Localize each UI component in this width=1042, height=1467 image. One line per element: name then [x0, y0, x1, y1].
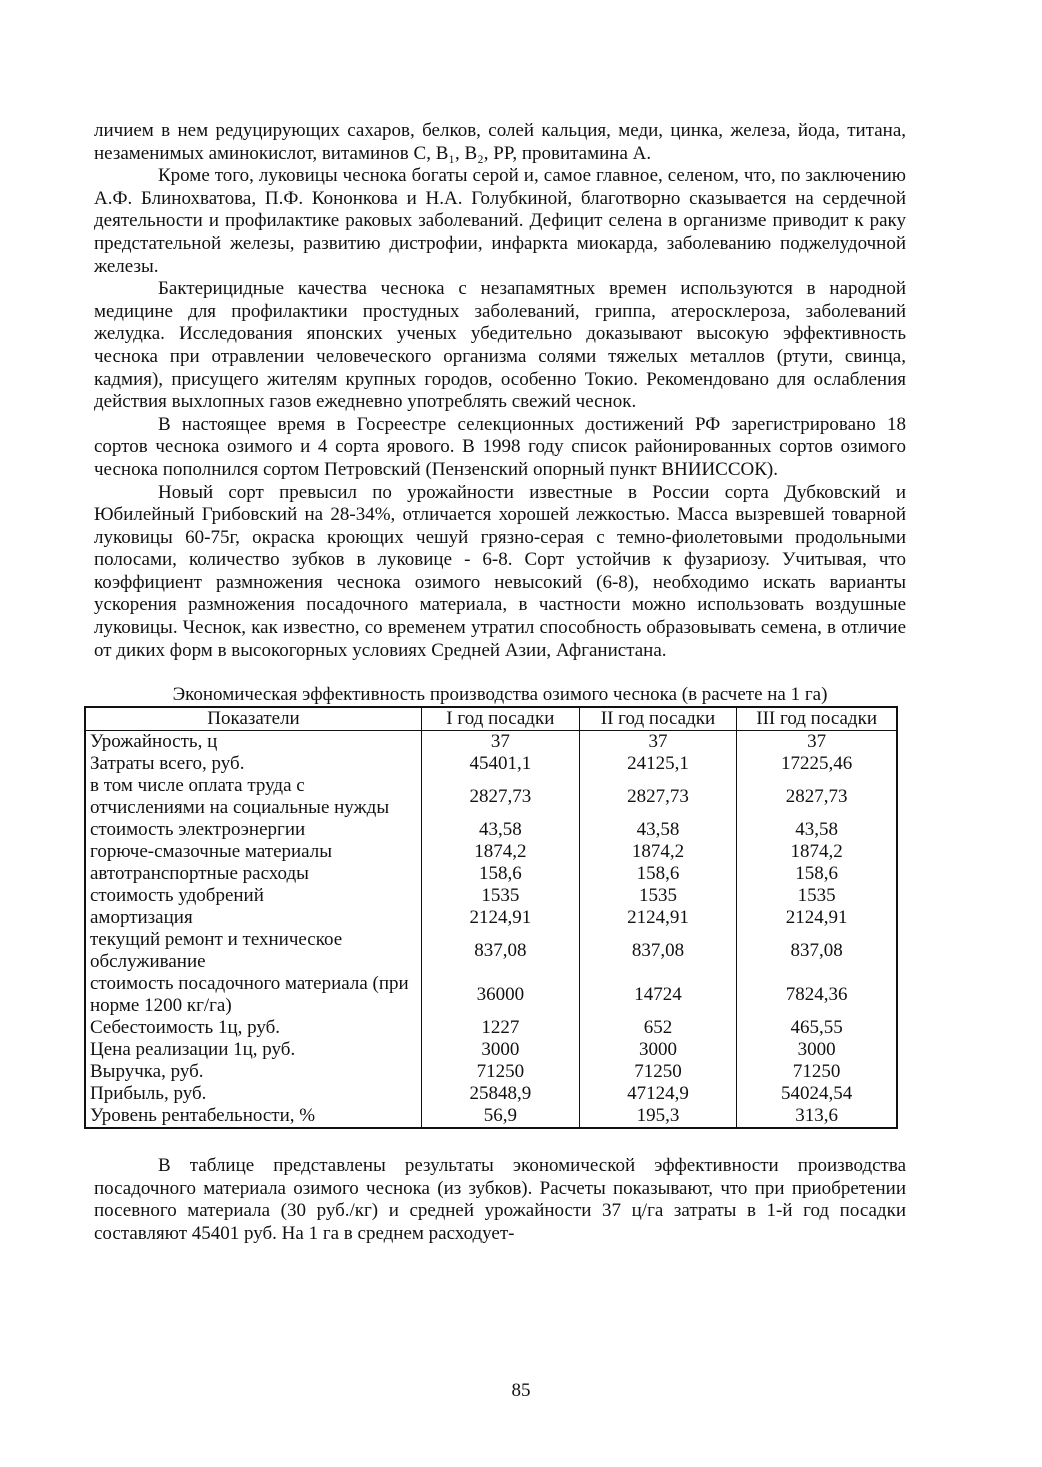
row-value: 1874,2 [579, 841, 737, 863]
row-value: 7824,36 [737, 973, 897, 1017]
row-label: Себестоимость 1ц, руб. [85, 1017, 422, 1039]
row-value: 71250 [422, 1061, 580, 1083]
row-label: Затраты всего, руб. [85, 753, 422, 775]
table-caption: Экономическая эффективность производства озимого чеснока (в расчете на 1 га) [172, 684, 828, 706]
table-row [85, 973, 897, 1017]
row-value: 37 [737, 731, 897, 754]
row-value: 43,58 [579, 819, 737, 841]
table-header-row [85, 707, 897, 731]
table-row [85, 1061, 897, 1083]
row-label: Прибыль, руб. [85, 1083, 422, 1105]
row-value: 465,55 [737, 1017, 897, 1039]
row-label: амортизация [85, 907, 422, 929]
row-value: 56,9 [422, 1105, 580, 1128]
row-value: 24125,1 [579, 753, 737, 775]
row-label: Выручка, руб. [85, 1061, 422, 1083]
row-value: 3000 [737, 1039, 897, 1061]
table-row [85, 1017, 897, 1039]
row-value: 37 [579, 731, 737, 754]
row-value: 71250 [737, 1061, 897, 1083]
row-value: 14724 [579, 973, 737, 1017]
closing-paragraph: В таблице представлены результаты экономической эффективности производства посадочного материала озимого чеснока (из зубков). Расчеты показывают, что при приобретении посевного материала (30 руб./кг) и средней урожайности 37 ц/га затраты в 1-й год посадки составляют 45401 руб. На 1 га в среднем расходует- [94, 1155, 906, 1245]
table-row [85, 885, 897, 907]
efficiency-table [84, 706, 898, 1129]
table-row [85, 863, 897, 885]
row-label: горюче-смазочные материалы [85, 841, 422, 863]
row-label: в том числе оплата труда с отчислениями на социальные нужды [85, 775, 422, 819]
row-value: 313,6 [737, 1105, 897, 1128]
header-year-2: II год посадки [579, 707, 737, 731]
row-label: Цена реализации 1ц, руб. [85, 1039, 422, 1061]
table-row [85, 1083, 897, 1105]
row-value: 195,3 [579, 1105, 737, 1128]
paragraph-3: Бактерицидные качества чеснока с незапамятных времен используются в народной медицине для профилактики простудных заболеваний, гриппа, атеросклероза, заболеваний желудка. Исследования японских ученых убедительно доказывают высокую эффективность чеснока при отравлении человеческого организма солями тяжелых металлов (ртути, свинца, кадмия), присущего жителям крупных городов, особенно Токио. Рекомендовано для ослабления действия выхлопных газов ежедневно употреблять свежий чеснок. [94, 278, 906, 413]
row-value: 1535 [422, 885, 580, 907]
row-value: 25848,9 [422, 1083, 580, 1105]
table-row [85, 1105, 897, 1128]
row-value: 2124,91 [422, 907, 580, 929]
row-value: 1874,2 [737, 841, 897, 863]
header-year-1: I год посадки [422, 707, 580, 731]
paragraph-2: Кроме того, луковицы чеснока богаты серой и, самое главное, селеном, что, по заключению А.Ф. Блинохватова, П.Ф. Кононкова и Н.А. Голубкиной, благотворно сказывается на сердечной деятельности и профилактике раковых заболеваний. Дефицит селена в организме приводит к раку предстательной железы, развитию дистрофии, инфаркта миокарда, заболеванию поджелудочной железы. [94, 165, 906, 277]
paragraph-1: личием в нем редуцирующих сахаров, белков, солей кальция, меди, цинка, железа, йода, титана, незаменимых аминокислот, витаминов С, B₁, B₂, PP, провитамина А. [94, 120, 906, 164]
row-label: стоимость посадочного материала (при норме 1200 кг/га) [85, 973, 422, 1017]
row-label: Уровень рентабельности, % [85, 1105, 422, 1128]
table-body [85, 731, 897, 1129]
row-value: 2124,91 [579, 907, 737, 929]
row-value: 43,58 [422, 819, 580, 841]
row-value: 2827,73 [737, 775, 897, 819]
row-value: 54024,54 [737, 1083, 897, 1105]
row-value: 1535 [737, 885, 897, 907]
page-body [90, 120, 906, 1246]
paragraph-5: Новый сорт превысил по урожайности известные в России сорта Дубковский и Юбилейный Грибовский на 28-34%, отличается хорошей лежкостью. Масса вызревшей товарной луковицы 60-75г, окраска кроющих чешуй грязно-серая с темно-фиолетовыми продольными полосами, количество зубков в луковице - 6-8. Сорт устойчив к фузариозу. Учитывая, что коэффициент размножения чеснока озимого невысокий (6-8), необходимо искать варианты ускорения размножения посадочного материала, в частности можно использовать воздушные луковицы. Чеснок, как известно, со временем утратил способность образовывать семена, в отличие от диких форм в высокогорных условиях Средней Азии, Афганистана. [94, 481, 906, 661]
row-value: 158,6 [579, 863, 737, 885]
row-value: 837,08 [422, 929, 580, 973]
row-value: 3000 [579, 1039, 737, 1061]
paragraph-4: В настоящее время в Госреестре селекционных достижений РФ зарегистрировано 18 сортов чеснока озимого и 4 сорта ярового. В 1998 году список районированных сортов озимого чеснока пополнился сортом Петровский (Пензенский опорный пункт ВНИИССОК). [94, 413, 906, 480]
row-value: 158,6 [737, 863, 897, 885]
table-row [85, 753, 897, 775]
table-row [85, 731, 897, 754]
row-value: 17225,46 [737, 753, 897, 775]
row-value: 158,6 [422, 863, 580, 885]
row-value: 71250 [579, 1061, 737, 1083]
row-value: 2124,91 [737, 907, 897, 929]
row-value: 1227 [422, 1017, 580, 1039]
row-value: 837,08 [737, 929, 897, 973]
row-value: 1535 [579, 885, 737, 907]
row-label: Урожайность, ц [85, 731, 422, 754]
header-year-3: III год посадки [737, 707, 897, 731]
table-row [85, 929, 897, 973]
row-value: 43,58 [737, 819, 897, 841]
row-value: 2827,73 [422, 775, 580, 819]
row-value: 37 [422, 731, 580, 754]
row-value: 652 [579, 1017, 737, 1039]
row-label: автотранспортные расходы [85, 863, 422, 885]
row-value: 3000 [422, 1039, 580, 1061]
row-value: 45401,1 [422, 753, 580, 775]
row-label: стоимость удобрений [85, 885, 422, 907]
row-value: 2827,73 [579, 775, 737, 819]
page-number: 85 [511, 1380, 531, 1401]
row-label: стоимость электроэнергии [85, 819, 422, 841]
row-value: 837,08 [579, 929, 737, 973]
table-row [85, 1039, 897, 1061]
row-value: 1874,2 [422, 841, 580, 863]
header-indicators: Показатели [85, 707, 422, 731]
row-label: текущий ремонт и техническое обслуживание [85, 929, 422, 973]
row-value: 47124,9 [579, 1083, 737, 1105]
table-row [85, 907, 897, 929]
table-row [85, 841, 897, 863]
row-value: 36000 [422, 973, 580, 1017]
table-row [85, 775, 897, 819]
table-row [85, 819, 897, 841]
